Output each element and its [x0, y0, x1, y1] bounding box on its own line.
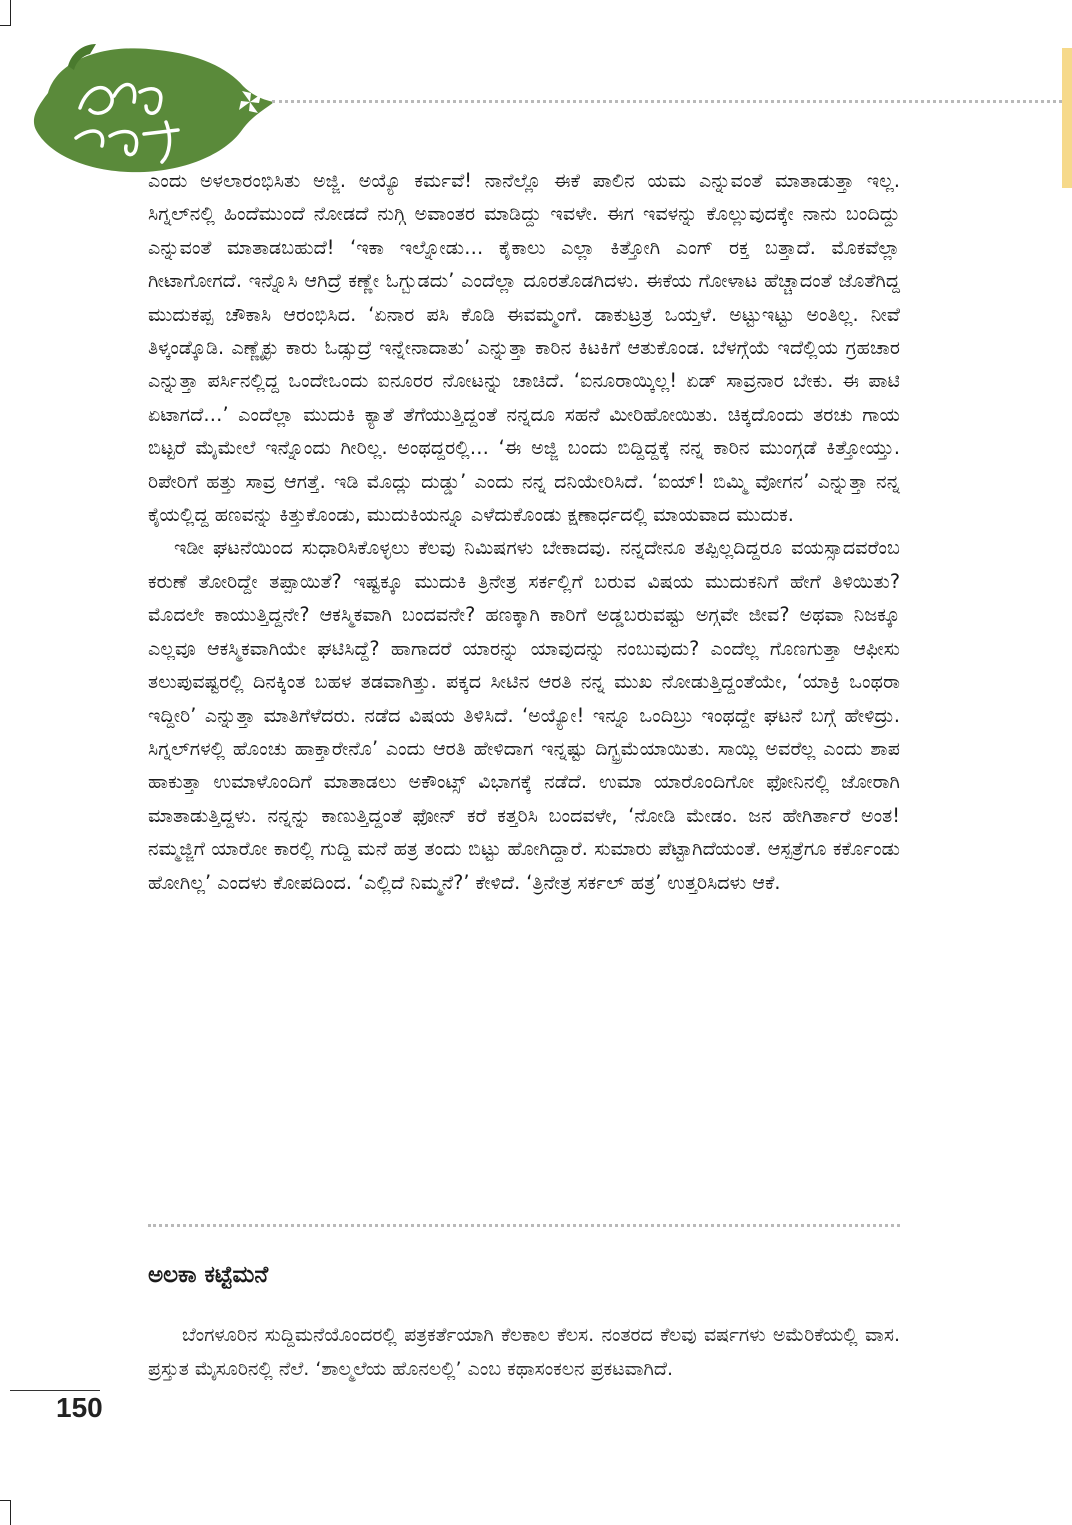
- crop-mark-top-left-horizontal: [0, 25, 11, 26]
- section-logo: [28, 38, 278, 178]
- crop-mark-bottom-left-vertical: [10, 1500, 11, 1525]
- story-body: [148, 164, 900, 899]
- crop-mark-top-left-vertical: [10, 0, 11, 26]
- page-number: 150: [56, 1392, 103, 1423]
- page-number-rule: [10, 1390, 100, 1391]
- author-bio: ಬೆಂಗಳೂರಿನ ಸುದ್ದಿಮನೆಯೊಂದರಲ್ಲಿ ಪತ್ರಕರ್ತೆಯಾಗಿ ಕೆಲಕಾಲ ಕೆಲಸ. ನಂತರದ ಕೆಲವು ವರ್ಷಗಳು ಅಮೆರಿಕೆಯಲ್ಲಿ ವಾಸ. ಪ್ರಸ್ತುತ ಮೈಸೂರಿನಲ್ಲಿ ನೆಲೆ. ‘ಶಾಲ್ಮಲೆಯ ಹೊನಲಲ್ಲಿ’ ಎಂಬ ಕಥಾಸಂಕಲನ ಪ್ರಕಟವಾಗಿದೆ.: [148, 1324, 900, 1380]
- section-dotted-divider: [148, 1224, 900, 1227]
- author-name: ಅಲಕಾ ಕಟ್ಟೆಮನೆ: [148, 1262, 269, 1288]
- crop-mark-bottom-left-horizontal: [0, 1500, 11, 1501]
- header-dotted-rule: [272, 100, 1062, 103]
- story-paragraph-2: ಇಡೀ ಘಟನೆಯಿಂದ ಸುಧಾರಿಸಿಕೊಳ್ಳಲು ಕೆಲವು ನಿಮಿಷಗಳು ಬೇಕಾದವು. ನನ್ನದೇನೂ ತಪ್ಪಿಲ್ಲದಿದ್ದರೂ ವಯಸ್ಸಾದವರೆಂಬ ಕರುಣೆ ತೋರಿದ್ದೇ ತಪ್ಪಾಯಿತೆ? ಇಷ್ಟಕ್ಕೂ ಮುದುಕಿ ತ್ರಿನೇತ್ರ ಸರ್ಕಲ್ಲಿಗೆ ಬರುವ ವಿಷಯ ಮುದುಕನಿಗೆ ಹೇಗೆ ತಿಳಿಯಿತು? ಮೊದಲೇ ಕಾಯುತ್ತಿದ್ದನೇ? ಆಕಸ್ಮಿಕವಾಗಿ ಬಂದವನೇ? ಹಣಕ್ಕಾಗಿ ಕಾರಿಗೆ ಅಡ್ಡಬರುವಷ್ಟು ಅಗ್ಗವೇ ಜೀವ? ಅಥವಾ ನಿಜಕ್ಕೂ ಎಲ್ಲವೂ ಆಕಸ್ಮಿಕವಾಗಿಯೇ ಘಟಿಸಿದ್ದೆ? ಹಾಗಾದರೆ ಯಾರನ್ನು ಯಾವುದನ್ನು ನಂಬುವುದು? ಎಂದೆಲ್ಲ ಗೊಣಗುತ್ತಾ ಆಫೀಸು ತಲುಪುವಷ್ಟರಲ್ಲಿ ದಿನಕ್ಕಿಂತ ಬಹಳ ತಡವಾಗಿತ್ತು. ಪಕ್ಕದ ಸೀಟಿನ ಆರತಿ ನನ್ನ ಮುಖ ನೋಡುತ್ತಿದ್ದಂತೆಯೇ, ‘ಯಾಕ್ರಿ ಒಂಥರಾ ಇದ್ದೀರಿ’ ಎನ್ನುತ್ತಾ ಮಾತಿಗೆಳೆದರು. ನಡೆದ ವಿಷಯ ತಿಳಿಸಿದೆ. ‘ಅಯ್ಯೋ! ಇನ್ನೂ ಒಂದಿಬ್ರು ಇಂಥದ್ದೇ ಘಟನೆ ಬಗ್ಗೆ ಹೇಳಿದ್ರು. ಸಿಗ್ನಲ್‌ಗಳಲ್ಲಿ ಹೊಂಚು ಹಾಕ್ತಾರೇನೊ’ ಎಂದು ಆರತಿ ಹೇಳಿದಾಗ ಇನ್ನಷ್ಟು ದಿಗ್ಭ್ರಮೆಯಾಯಿತು. ಸಾಯ್ಲಿ ಅವರೆಲ್ಲ ಎಂದು ಶಾಪ ಹಾಕುತ್ತಾ ಉಮಾಳೊಂದಿಗೆ ಮಾತಾಡಲು ಅಕೌಂಟ್ಸ್ ವಿಭಾಗಕ್ಕೆ ನಡೆದೆ. ಉಮಾ ಯಾರೊಂದಿಗೋ ಫೋನಿನಲ್ಲಿ ಜೋರಾಗಿ ಮಾತಾಡುತ್ತಿದ್ದಳು. ನನ್ನನ್ನು ಕಾಣುತ್ತಿದ್ದಂತೆ ಫೋನ್ ಕರೆ ಕತ್ತರಿಸಿ ಬಂದವಳೇ, ‘ನೋಡಿ ಮೇಡಂ. ಜನ ಹೇಗಿರ್ತಾರೆ ಅಂತ! ನಮ್ಮಜ್ಜಿಗೆ ಯಾರೋ ಕಾರಲ್ಲಿ ಗುದ್ದಿ ಮನೆ ಹತ್ರ ತಂದು ಬಿಟ್ಟು ಹೋಗಿದ್ದಾರೆ. ಸುಮಾರು ಪೆಟ್ಟಾಗಿದೆಯಂತೆ. ಆಸ್ಪತ್ರೆಗೂ ಕರ್ಕೊಂಡು ಹೋಗಿಲ್ಲ’ ಎಂದಳು ಕೋಪದಿಂದ. ‘ಎಲ್ಲಿದೆ ನಿಮ್ಮನೆ?’ ಕೇಳಿದೆ. ‘ತ್ರಿನೇತ್ರ ಸರ್ಕಲ್ ಹತ್ರ’ ಉತ್ತರಿಸಿದಳು ಆಕೆ.: [148, 536, 900, 894]
- side-tab-marker: [1062, 48, 1072, 188]
- story-paragraph-1: ಎಂದು ಅಳಲಾರಂಭಿಸಿತು ಅಜ್ಜಿ. ಅಯ್ಯೊ ಕರ್ಮವೆ! ನಾನೆಲ್ಲೊ ಈಕೆ ಪಾಲಿನ ಯಮ ಎನ್ನುವಂತೆ ಮಾತಾಡುತ್ತಾ ಇಲ್ಲ. ಸಿಗ್ನಲ್‌ನಲ್ಲಿ ಹಿಂದೆಮುಂದೆ ನೋಡದೆ ನುಗ್ಗಿ ಅವಾಂತರ ಮಾಡಿದ್ದು ಇವಳೇ. ಈಗ ಇವಳನ್ನು ಕೊಲ್ಲುವುದಕ್ಕೇ ನಾನು ಬಂದಿದ್ದು ಎನ್ನುವಂತೆ ಮಾತಾಡಬಹುದೆ! ‘ಇಕಾ ಇಲ್ನೋಡು… ಕೈಕಾಲು ಎಲ್ಲಾ ಕಿತ್ತೋಗಿ ಎಂಗ್ ರಕ್ತ ಬತ್ತಾದೆ. ಮೊಕವೆಲ್ಲಾ ಗೀಟಾಗೋಗದೆ. ಇನ್ನೊಸಿ ಆಗಿದ್ರೆ ಕಣ್ಣೇ ಓಗ್ಬುಡದು’ ಎಂದೆಲ್ಲಾ ದೂರತೊಡಗಿದಳು. ಈಕೆಯ ಗೋಳಾಟ ಹೆಚ್ಚಾದಂತೆ ಜೊತೆಗಿದ್ದ ಮುದುಕಪ್ಪ ಚೌಕಾಸಿ ಆರಂಭಿಸಿದ. ‘ಏನಾರ ಪಸಿ ಕೊಡಿ ಈವಮ್ಮಂಗೆ. ಡಾಕುಟ್ರತ್ರ ಒಯ್ತಳೆ. ಅಟ್ಟುಇಟ್ಟು ಅಂತಿಲ್ಲ. ನೀವೆ ತಿಳ್ಕಂಡ್ಕೊಡಿ. ಎಣ್ಣೈಕ್ಳು ಕಾರು ಓಡ್ಸುದ್ರೆ ಇನ್ನೇನಾದಾತು’ ಎನ್ನುತ್ತಾ ಕಾರಿನ ಕಿಟಕಿಗೆ ಆತುಕೊಂಡ. ಬೆಳಗ್ಗೆಯೆ ಇದೆಲ್ಲಿಯ ಗ್ರಹಚಾರ ಎನ್ನುತ್ತಾ ಪರ್ಸಿನಲ್ಲಿದ್ದ ಒಂದೇಒಂದು ಐನೂರರ ನೋಟನ್ನು ಚಾಚಿದೆ. ‘ಐನೂರಾಯ್ಕಿಲ್ಲ! ಏಡ್ ಸಾವ್ರನಾರ ಬೇಕು. ಈ ಪಾಟಿ ಏಟಾಗದೆ…’ ಎಂದೆಲ್ಲಾ ಮುದುಕಿ ಕ್ಯಾತೆ ತೆಗೆಯುತ್ತಿದ್ದಂತೆ ನನ್ನದೂ ಸಹನೆ ಮೀರಿಹೋಯಿತು. ಚಿಕ್ಕದೊಂದು ತರಚು ಗಾಯ ಬಿಟ್ಟರೆ ಮೈಮೇಲೆ ಇನ್ನೊಂದು ಗೀರಿಲ್ಲ. ಅಂಥದ್ದರಲ್ಲಿ… ‘ಈ ಅಜ್ಜಿ ಬಂದು ಬಿದ್ದಿದ್ದಕ್ಕೆ ನನ್ನ ಕಾರಿನ ಮುಂಗ್ಗಡೆ ಕಿತ್ತೋಯ್ತು. ರಿಪೇರಿಗೆ ಹತ್ತು ಸಾವ್ರ ಆಗತ್ತೆ. ಇಡಿ ಮೊದ್ಲು ದುಡ್ಡು’ ಎಂದು ನನ್ನ ದನಿಯೇರಿಸಿದೆ. ‘ಐಯ್! ಬಿಮ್ಮಿ ವೋಗನ’ ಎನ್ನುತ್ತಾ ನನ್ನ ಕೈಯಲ್ಲಿದ್ದ ಹಣವನ್ನು ಕಿತ್ತುಕೊಂಡು, ಮುದುಕಿಯನ್ನೂ ಎಳೆದುಕೊಂಡು ಕ್ಷಣಾರ್ಧದಲ್ಲಿ ಮಾಯವಾದ ಮುದುಕ.: [148, 169, 900, 527]
